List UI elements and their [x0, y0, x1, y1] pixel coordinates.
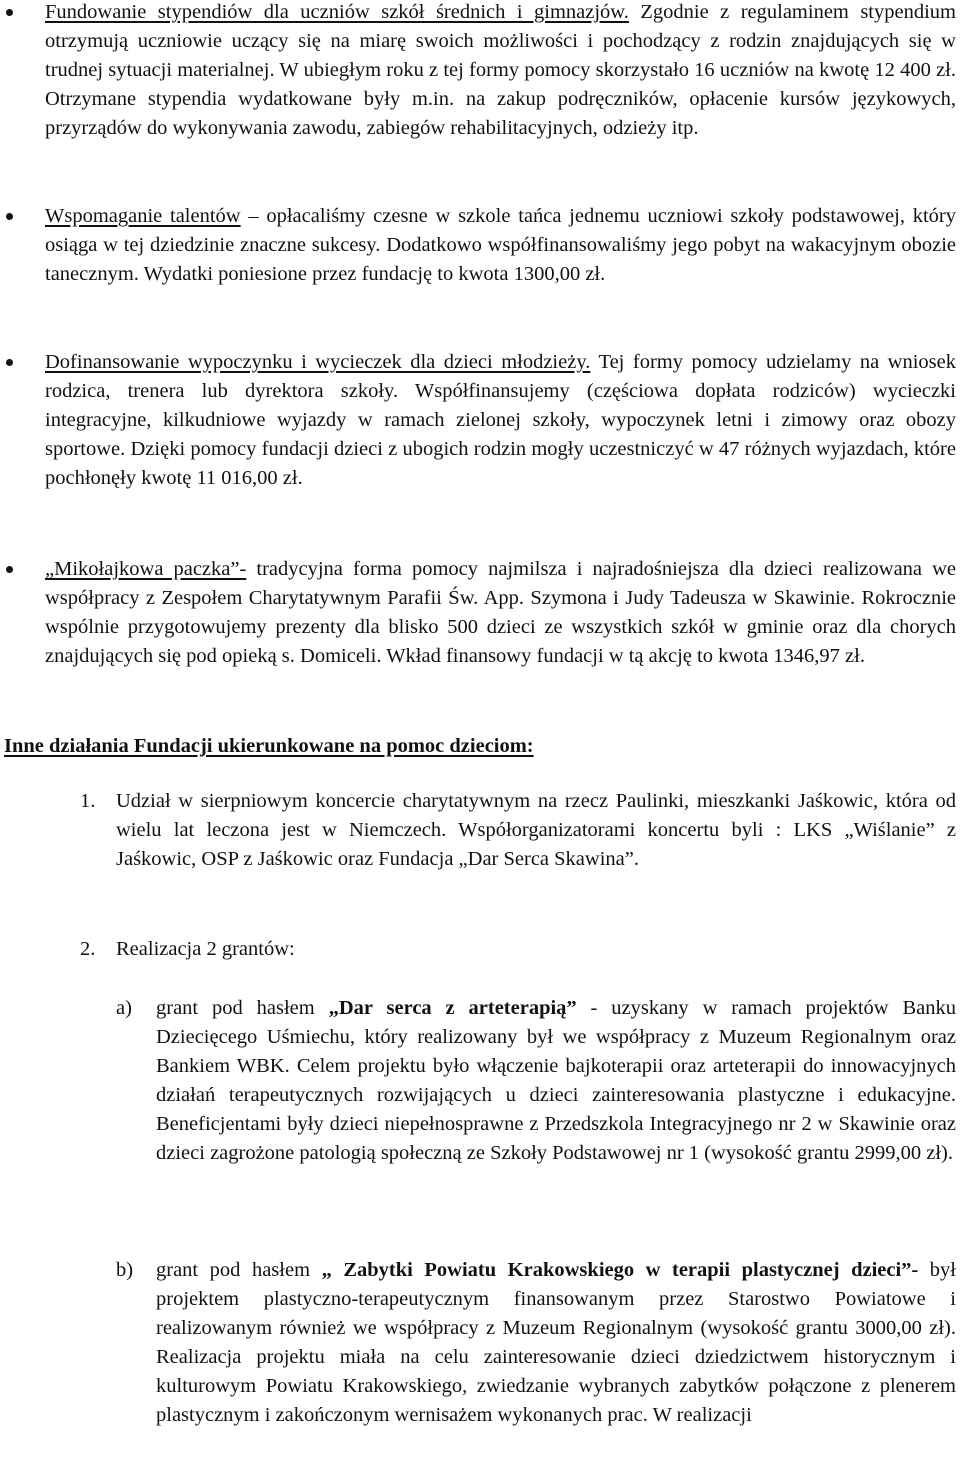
grant-name: „Dar serca z arteterapią”: [328, 997, 577, 1019]
bullet-text: Tej formy pomocy udzielamy na wniosek rodzica, trenera lub dyrektora szkoły. Współfinansujemy (częściowa dopłata rodziców) wycieczki integracyjne, kilkudniowe wyjazdy w ramach zielonej szkoły, wypoczynek letni i zimowy oraz obozy sportowe. Dzięki pomocy fundacji dzieci z ubogich rodzin mogły uczestniczyć w 47 różnych wyjazdach, które pochłonęły kwotę 11 016,00 zł.: [45, 351, 957, 489]
grant-intro: grant pod hasłem: [156, 997, 329, 1019]
bullet-text: – opłacaliśmy czesne w szkole tańca jednemu uczniowi szkoły podstawowej, który osiąga w tej dziedzinie znaczne sukcesy. Dodatkowo współfinansowaliśmy jego pobyt na wakacyjnym obozie tanecznym. Wydatki poniesione przez fundację to kwota 1300,00 zł.: [45, 205, 956, 285]
bullet-text: tradycyjna forma pomocy najmilsza i najradośniejsza dla dzieci realizowana we współpracy z Zespołem Charytatywnym Parafii Św. App. Szymona i Judy Tadeusza w Skawinie. Rokrocznie wspólnie przygotowujemy prezenty dla blisko 500 dzieci ze wszystkich szkół w gminie oraz dla chorych znajdujących się pod opieką s. Domiceli. Wkład finansowy fundacji w tą akcję to kwota 1346,97 zł.: [45, 558, 956, 667]
numbered-item-2: [80, 935, 956, 964]
bullet-talents: [4, 202, 960, 289]
grant-item-b: [116, 1256, 956, 1430]
bullet-dot: [6, 359, 13, 366]
item-number: 2.: [80, 938, 96, 960]
grant-intro: grant pod hasłem: [156, 1259, 322, 1281]
bullet-dot: [6, 9, 13, 16]
bullet-dot: [6, 566, 13, 573]
item-text: Realizacja 2 grantów:: [116, 938, 295, 960]
bullet-title: Wspomaganie talentów: [45, 205, 241, 227]
item-number: 1.: [80, 790, 96, 812]
grant-item-a: [116, 994, 956, 1168]
grant-description: był projektem plastyczno-terapeutycznym finansowanym przez Starostwo Powiatowe i realizowanym również we współpracy z Muzeum Regionalnym (wysokość grantu 3000,00 zł). Realizacja projektu miała na celu zainteresowanie dzieci dziedzictwem historycznym i kulturowym Powiatu Krakowskiego, zwiedzanie wybranych zabytków połączone z plenerem plastycznym i zakończonym wernisażem wykonanych prac. W realizacji: [156, 1259, 956, 1426]
bullet-santa-package: [4, 555, 960, 671]
bullet-dot: [6, 213, 13, 220]
grant-text: [156, 1256, 956, 1430]
grant-name: „ Zabytki Powiatu Krakowskiego w terapii plastycznej dzieci”-: [321, 1259, 919, 1281]
grant-text: [156, 994, 956, 1168]
section-heading: Inne działania Fundacji ukierunkowane na pomoc dzieciom:: [4, 735, 534, 757]
bullet-scholarships: [4, 0, 960, 143]
bullet-list: [4, 0, 960, 143]
item-letter: a): [116, 997, 132, 1019]
bullet-title: Fundowanie stypendiów dla uczniów szkół średnich i gimnazjów.: [45, 1, 629, 23]
bullet-text: Zgodnie z regulaminem stypendium otrzymują uczniowie uczący się na miarę swoich możliwości i pochodzący z rodzin znajdujących się w trudnej sytuacji materialnej. W ubiegłym roku z tej formy pomocy skorzystało 16 uczniów na kwotę 12 400 zł. Otrzymane stypendia wydatkowane były m.in. na zakup podręczników, opłacenie kursów językowych, przyrządów do wykonywania zawodu, zabiegów rehabilitacyjnych, odzieży itp.: [45, 1, 956, 139]
bullet-trips: [4, 348, 960, 493]
numbered-item-1: [80, 787, 956, 874]
item-text: Udział w sierpniowym koncercie charytatywnym na rzecz Paulinki, mieszkanki Jaśkowic, która od wielu lat leczona jest w Niemczech. Współorganizatorami koncertu byli : LKS „Wiślanie” z Jaśkowic, OSP z Jaśkowic oraz Fundacja „Dar Serca Skawina”.: [116, 790, 956, 870]
item-letter: b): [116, 1259, 134, 1281]
bullet-title: „Mikołajkowa paczka”-: [45, 558, 247, 580]
grant-description: - uzyskany w ramach projektów Banku Dziecięcego Uśmiechu, który realizowany był we współpracy z Muzeum Regionalnym oraz Bankiem WBK. Celem projektu było włączenie bajkoterapii oraz arteterapii do innowacyjnych działań terapeutycznych rozwijających u dzieci zainteresowania plastyczne i edukacyjne. Beneficjentami były dzieci niepełnosprawne z Przedszkola Integracyjnego nr 2 w Skawinie oraz dzieci zagrożone patologią społeczną ze Szkoły Podstawowej nr 1 (wysokość grantu 2999,00 zł).: [156, 997, 956, 1164]
bullet-title: Dofinansowanie wypoczynku i wycieczek dla dzieci młodzieży.: [45, 351, 591, 373]
